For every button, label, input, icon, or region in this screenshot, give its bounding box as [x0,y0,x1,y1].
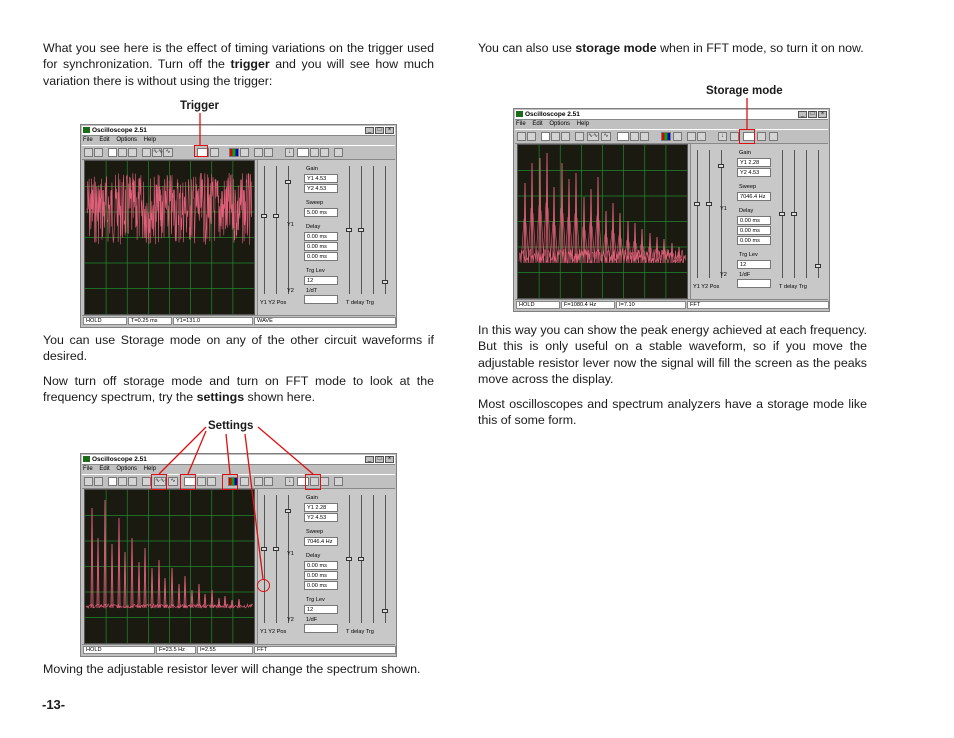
down-arrow-icon[interactable]: ↓ [285,148,294,157]
spectrum-peak [546,153,548,263]
inverse-df-label: 1/dF [306,617,318,623]
spectrum-peak [111,544,113,608]
status-display: FFT [254,646,396,654]
t-slider-knob[interactable] [346,557,352,561]
tool-button[interactable] [128,477,137,486]
delay-field-1[interactable]: 0.00 ms [737,216,771,225]
menu-file[interactable]: File [83,137,93,143]
menu-help[interactable]: Help [143,137,157,143]
trigger-level-label: Trg Lev [306,268,325,274]
trg-slider-knob[interactable] [382,280,388,284]
y2-gain-field[interactable]: Y2 4.53 [304,184,338,193]
close-button[interactable]: × [385,456,394,463]
pos-slider-knob[interactable] [285,509,291,513]
delay-field-3[interactable]: 0.00 ms [304,252,338,261]
tool-button[interactable] [240,477,249,486]
maximize-button[interactable]: □ [375,456,384,463]
menu-help[interactable]: Help [576,121,590,127]
oscilloscope-window-fft [80,453,397,657]
menu-edit[interactable]: Edit [99,466,110,472]
spectrum-peak [568,179,570,263]
delay-field-3[interactable]: 0.00 ms [737,236,771,245]
sine-icon[interactable]: ∿ [168,477,178,486]
down-arrow-icon[interactable]: ↓ [285,477,294,486]
spectrum-peak [553,187,555,263]
status-bar [82,644,395,655]
y1-slider[interactable] [264,495,265,623]
left-slider-labels: Y1 Y2 Pos [693,284,720,290]
delay-field-3[interactable]: 0.00 ms [304,581,338,590]
storage-mode-highlight-box [739,129,755,144]
close-button[interactable]: × [818,111,827,118]
y1-channel-label: Y1 [287,551,294,557]
delay-field-1[interactable]: 0.00 ms [304,561,338,570]
tool-button[interactable] [84,477,93,486]
sine-icon[interactable]: ∿ [163,148,173,157]
sweep-label: Sweep [306,529,324,535]
tool-button[interactable] [527,132,536,141]
spectrum-peak [164,578,166,608]
tool-button[interactable] [240,148,249,157]
tool-button[interactable] [334,477,343,486]
left-para-3: Now turn off storage mode and turn on FFT mode to look at the frequency spectrum, try the settings shown here. [43,374,434,405]
trigger-level-field[interactable]: 12 [737,260,771,269]
storage-mode-caption: Storage mode [706,85,783,97]
pos-slider[interactable] [288,166,289,294]
inverse-df-label: 1/dF [739,272,751,278]
tool-button[interactable] [84,148,93,157]
tool-button[interactable] [118,148,127,157]
status-frequency: F=1080.4 Hz [561,301,615,309]
scope-screen [84,489,255,644]
delay-slider-knob[interactable] [791,212,797,216]
tool-button[interactable] [769,132,778,141]
tool-button[interactable] [142,148,151,157]
status-display: WAVE [254,317,396,325]
spectrum-peak [634,223,636,263]
tool-button[interactable] [108,477,117,486]
menu-bar [83,465,161,473]
trigger-level-field[interactable]: 12 [304,605,338,614]
menu-edit[interactable]: Edit [532,121,543,127]
spectrum-peak [605,211,607,263]
menu-file[interactable]: File [516,121,526,127]
spectrum-peak [531,163,533,263]
inverse-df-field[interactable] [737,279,771,288]
inverse-dt-field[interactable] [304,295,338,304]
fft-wave-icon[interactable]: ∿∿ [588,133,599,139]
spectrum-peak [575,173,577,263]
stored-spectrum-trace [518,145,687,298]
gain-label: Gain [739,150,751,156]
delay-field-2[interactable]: 0.00 ms [304,242,338,251]
tool-button[interactable] [730,132,739,141]
spectrum-peak [151,568,153,608]
spectrum-trace [85,490,254,643]
tool-button[interactable] [210,148,219,157]
menu-help[interactable]: Help [143,466,157,472]
tool-button[interactable] [94,148,103,157]
spectrum-peak [171,568,173,608]
tool-button[interactable] [108,148,117,157]
settings-highlight-color [222,474,238,490]
y2-slider[interactable] [709,150,710,278]
left-slider-labels: Y1 Y2 Pos [260,629,287,635]
status-bar [82,315,395,326]
delay-slider-knob[interactable] [358,228,364,232]
settings-highlight-right [305,474,321,490]
maximize-button[interactable]: □ [375,127,384,134]
delay-slider-2[interactable] [806,150,807,278]
y2-slider-knob[interactable] [273,547,279,551]
sweep-label: Sweep [739,184,757,190]
tool-button[interactable] [541,132,550,141]
tool-button[interactable] [320,477,329,486]
sweep-field[interactable]: 7046.4 Hz [737,192,771,201]
tool-button[interactable] [94,477,103,486]
status-y1: Y1=131.0 [173,317,253,325]
y1-slider-knob[interactable] [261,547,267,551]
toolbar [82,474,395,489]
y1-slider[interactable] [697,150,698,278]
settings-caption: Settings [208,420,254,432]
tool-button[interactable] [118,477,127,486]
status-bar [515,299,828,310]
status-intensity: I=7.10 [616,301,686,309]
trigger-level-field[interactable]: 12 [304,276,338,285]
scope-screen [517,144,688,299]
gain-label: Gain [306,495,318,501]
window-title: Oscilloscope 2.51 [92,127,147,134]
tool-button[interactable] [142,477,151,486]
tool-button[interactable] [197,477,206,486]
spectrum-peak [238,599,240,608]
tool-button[interactable] [517,132,526,141]
fft-wave-icon[interactable]: ∿∿ [155,478,166,484]
left-slider-labels: Y1 Y2 Pos [260,300,287,306]
close-button[interactable]: × [385,127,394,134]
tool-button[interactable] [757,132,766,141]
tool-button[interactable] [561,132,570,141]
sweep-field[interactable]: 7046.4 Hz [304,537,338,546]
settings-highlight-fft [151,474,167,490]
trigger-level-label: Trg Lev [739,252,758,258]
y2-gain-field[interactable]: Y2 4.53 [737,168,771,177]
spectrum-peak [118,518,120,608]
y1-channel-label: Y1 [720,206,727,212]
spectrum-peak [91,508,93,608]
window-title: Oscilloscope 2.51 [525,111,580,118]
control-panel [257,160,396,315]
y2-slider-knob[interactable] [706,202,712,206]
trg-slider[interactable] [385,166,386,294]
tool-button[interactable] [297,148,309,157]
app-icon [516,111,523,117]
trg-slider[interactable] [385,495,386,623]
menu-options[interactable]: Options [116,466,138,472]
spectrum-peak [97,538,99,608]
spectrum-peak [218,598,220,608]
spectrum-peak [144,548,146,608]
down-arrow-icon[interactable]: ↓ [718,132,727,141]
status-mode: HOLD [516,301,560,309]
menu-bar [83,136,161,144]
status-intensity: I=2.55 [197,646,253,654]
right-para-2: In this way you can show the peak energy achieved at each frequency. But this is only useful on a stable waveform, so if you move the adjustable resistor lever now the signal will fill the screen as the peaks move across the display. [478,323,867,387]
app-icon [83,456,90,462]
spectrum-peak [524,183,526,263]
y2-channel-label: Y2 [287,288,294,294]
gain-label: Gain [306,166,318,172]
t-slider-knob[interactable] [346,228,352,232]
right-slider-labels: T delay Trg [346,300,374,306]
right-para-1: You can also use storage mode when in FFT mode, so turn it on now. [478,41,864,55]
spectrum-peak [191,590,193,608]
window-title-bar [515,110,828,120]
tool-button[interactable] [640,132,649,141]
status-mode: HOLD [83,317,127,325]
y2-slider[interactable] [276,166,277,294]
y1-gain-field[interactable]: Y1 4.53 [304,174,338,183]
delay-field-2[interactable]: 0.00 ms [737,226,771,235]
trg-slider-knob[interactable] [382,609,388,613]
tool-button[interactable] [320,148,329,157]
y1-channel-label: Y1 [287,222,294,228]
trigger-highlight-box [194,145,208,157]
spectrum-peak [178,584,180,608]
waveform-trace [85,161,254,314]
window-title: Oscilloscope 2.51 [92,456,147,463]
color-bars-icon[interactable] [661,132,671,141]
right-slider-labels: T delay Trg [346,629,374,635]
pos-slider[interactable] [721,150,722,278]
left-para-1: What you see here is the effect of timing variations on the trigger used for synchronization. Turn off the trigger and you will see how much variation there is without using the trigger: [43,41,434,88]
settings-highlight-slider [257,579,270,592]
left-para-2: You can use Storage mode on any of the other circuit waveforms if desired. [43,333,434,364]
spectrum-peak [590,189,592,263]
oscilloscope-window-storage [513,108,830,312]
y1-slider-knob[interactable] [694,202,700,206]
left-para-4: Moving the adjustable resistor lever will change the spectrum shown. [43,662,421,676]
tool-button[interactable] [697,132,706,141]
app-icon [83,127,90,133]
t-slider-knob[interactable] [779,212,785,216]
spectrum-peak [224,596,226,608]
sweep-label: Sweep [306,200,324,206]
pos-slider-knob[interactable] [718,164,724,168]
y2-slider[interactable] [276,495,277,623]
color-bars-icon[interactable] [229,148,239,157]
tool-button[interactable] [207,477,216,486]
toolbar [82,145,395,160]
control-panel [257,489,396,644]
spectrum-peak [656,237,658,263]
menu-file[interactable]: File [83,466,93,472]
page-number: -13- [42,697,66,712]
tool-button[interactable] [128,148,137,157]
status-time: T=0.25 ms [128,317,172,325]
tool-button[interactable] [687,132,696,141]
spectrum-peak [204,594,206,608]
spectrum-peak [138,562,140,608]
spectrum-peak-shadow [521,219,529,263]
trg-slider[interactable] [818,150,819,278]
y2-slider-knob[interactable] [273,214,279,218]
spectrum-peak [131,538,133,608]
delay-label: Delay [306,224,321,230]
trigger-level-label: Trg Lev [306,597,325,603]
menu-edit[interactable]: Edit [99,137,110,143]
right-para-3: Most oscilloscopes and spectrum analyzers have a storage mode like this of some form. [478,397,867,428]
y2-channel-label: Y2 [720,272,727,278]
tool-button[interactable] [334,148,343,157]
window-title-bar [82,455,395,465]
minimize-button[interactable]: _ [798,111,807,118]
delay-slider-knob[interactable] [358,557,364,561]
menu-options[interactable]: Options [116,137,138,143]
minimize-button[interactable]: _ [365,456,374,463]
settings-highlight-storage [180,474,196,490]
y1-slider[interactable] [264,166,265,294]
tool-button[interactable] [673,132,682,141]
tool-button[interactable] [310,148,319,157]
tool-button[interactable] [264,477,273,486]
maximize-button[interactable]: □ [808,111,817,118]
tool-button[interactable] [551,132,560,141]
tool-button[interactable] [254,477,263,486]
y1-gain-field[interactable]: Y1 2.28 [737,158,771,167]
tool-button[interactable] [264,148,273,157]
tool-button[interactable] [254,148,263,157]
delay-field-2[interactable]: 0.00 ms [304,571,338,580]
toolbar [515,129,828,144]
oscilloscope-window-trigger [80,124,397,328]
status-frequency: F=23.5 Hz [156,646,196,654]
menu-options[interactable]: Options [549,121,571,127]
delay-label: Delay [306,553,321,559]
y2-channel-label: Y2 [287,617,294,623]
menu-bar [516,120,594,128]
sine-icon[interactable]: ∿ [601,132,611,141]
scope-screen [84,160,255,315]
delay-field-1[interactable]: 0.00 ms [304,232,338,241]
wave-icon[interactable]: ∿∿ [153,149,164,155]
y1-gain-field[interactable]: Y1 2.28 [304,503,338,512]
spectrum-peak [671,243,673,263]
spectrum-peak [663,239,665,263]
control-panel [690,144,829,299]
tool-button[interactable] [630,132,639,141]
spectrum-peak [124,552,126,608]
status-display: FFT [687,301,829,309]
y1-slider-knob[interactable] [261,214,267,218]
spectrum-peak [158,560,160,608]
status-mode: HOLD [83,646,155,654]
minimize-button[interactable]: _ [365,127,374,134]
right-slider-labels: T delay Trg [779,284,807,290]
inverse-df-field[interactable] [304,624,338,633]
delay-label: Delay [739,208,754,214]
y2-gain-field[interactable]: Y2 4.53 [304,513,338,522]
trigger-caption: Trigger [180,100,219,112]
delay-slider-2[interactable] [373,495,374,623]
trg-slider-knob[interactable] [815,264,821,268]
sweep-field[interactable]: 5.00 ms [304,208,338,217]
pos-slider-knob[interactable] [285,180,291,184]
window-title-bar [82,126,395,136]
pos-slider[interactable] [288,495,289,623]
tool-button[interactable] [575,132,584,141]
tool-button[interactable] [617,132,629,141]
inverse-dt-label: 1/dT [306,288,318,294]
delay-slider-2[interactable] [373,166,374,294]
spectrum-peak [619,213,621,263]
spectrum-peak [561,163,563,263]
